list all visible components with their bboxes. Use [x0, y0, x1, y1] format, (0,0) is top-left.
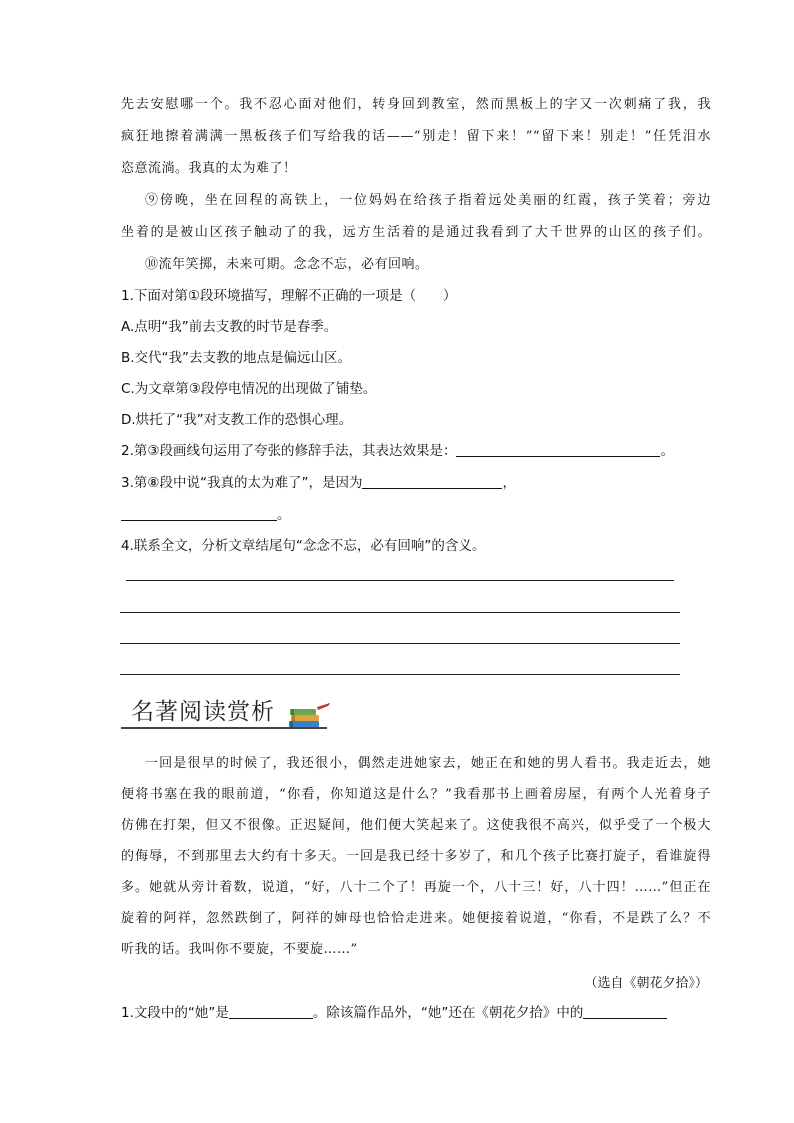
question-3-comma: ， [502, 475, 516, 491]
passage1-line-5: 坐着的是被山区孩子触动了的我，远方生活着的是通过我看到了大千世界的山区的孩子们。 [121, 225, 711, 240]
passage2-line-1: 一回是很早的时候了，我还很小，偶然走进她家去，她正在和她的男人看书。我走近去，她 [145, 756, 711, 771]
question-2-text: 2.第③段画线句运用了夸张的修辞手法，其表达效果是： [121, 443, 457, 459]
reading-question-1 [121, 1003, 711, 1023]
answer-line-4-4[interactable] [120, 674, 680, 675]
reading-question-1-text-a: 1.文段中的“她”是 [121, 1005, 229, 1021]
reading-question-1-text-b: 。除该篇作品外，“她”还在《朝花夕拾》中的 [312, 1005, 584, 1021]
passage2-line-4: 的侮辱，不到那里去大约有十多天。一回是我已经十多岁了，和几个孩子比赛打旋子，看谁旋得 [121, 849, 711, 864]
answer-blank-2[interactable] [456, 442, 660, 457]
passage1-line-1: 先去安慰哪一个。我不忍心面对他们，转身回到教室，然而黑板上的字又一次刺痛了我，我 [121, 97, 711, 112]
passage2-line-2: 便将书塞在我的眼前道，“你看，你知道这是什么？”我看那书上画着房屋，有两个人光着身子 [121, 787, 711, 802]
passage1-line-6: ⑩流年笑掷，未来可期。念念不忘，必有回响。 [145, 257, 429, 272]
question-2-end: 。 [660, 443, 674, 459]
question-3-end: 。 [277, 507, 291, 523]
passage2-line-6: 旋着的阿祥，忽然跌倒了，阿祥的婶母也恰恰走进来。她便接着说道，“你看，不是跌了么？不 [121, 911, 711, 926]
option-b: B.交代“我”去支教的地点是偏远山区。 [121, 350, 352, 366]
answer-blank-3b[interactable] [121, 506, 277, 521]
question-4: 4.联系全文，分析文章结尾句“念念不忘，必有回响”的含义。 [121, 538, 486, 554]
passage1-line-4: ⑨傍晚，坐在回程的高铁上，一位妈妈在给孩子指着远处美丽的红霞，孩子笑着；旁边 [145, 193, 711, 208]
passage2-source: （选自《朝花夕拾》） [584, 976, 708, 991]
option-d: D.烘托了“我”对支教工作的恐惧心理。 [121, 412, 353, 428]
passage1-line-2: 疯狂地擦着满满一黑板孩子们写给我的话——“别走！留下来！”“留下来！别走！”任凭泪水 [121, 129, 711, 144]
answer-blank-r1b[interactable] [583, 1004, 667, 1019]
answer-blank-r1a[interactable] [229, 1004, 313, 1019]
question-2 [121, 441, 711, 461]
passage2-line-7: 听我的话。我叫你不要旋，不要旋……” [121, 942, 358, 957]
question-3 [121, 473, 711, 493]
passage2-line-5: 多。她就从旁计着数，说道，“好，八十二个了！再旋一个，八十三！好，八十四！……”但正在 [121, 880, 711, 895]
answer-line-4-2[interactable] [120, 612, 680, 613]
question-3-text: 3.第⑧段中说“我真的太为难了”，是因为 [121, 475, 363, 491]
answer-line-4-1[interactable] [126, 580, 674, 581]
question-3-cont [121, 505, 711, 525]
passage2-line-3: 仿佛在打架，但又不很像。正迟疑间，他们便大笑起来了。这使我很不高兴，似乎受了一个极大 [121, 818, 711, 833]
section-title: 名著阅读赏析 [131, 699, 275, 725]
option-a: A.点明“我”前去支教的时节是春季。 [121, 319, 338, 335]
books-icon [287, 703, 331, 729]
answer-line-4-3[interactable] [120, 643, 680, 644]
option-c: C.为文章第③段停电情况的出现做了铺垫。 [121, 381, 377, 397]
answer-blank-3a[interactable] [362, 474, 502, 489]
question-1: 1.下面对第①段环境描写，理解不正确的一项是（ ） [121, 288, 457, 304]
passage1-line-3: 恣意流淌。我真的太为难了！ [121, 161, 297, 176]
